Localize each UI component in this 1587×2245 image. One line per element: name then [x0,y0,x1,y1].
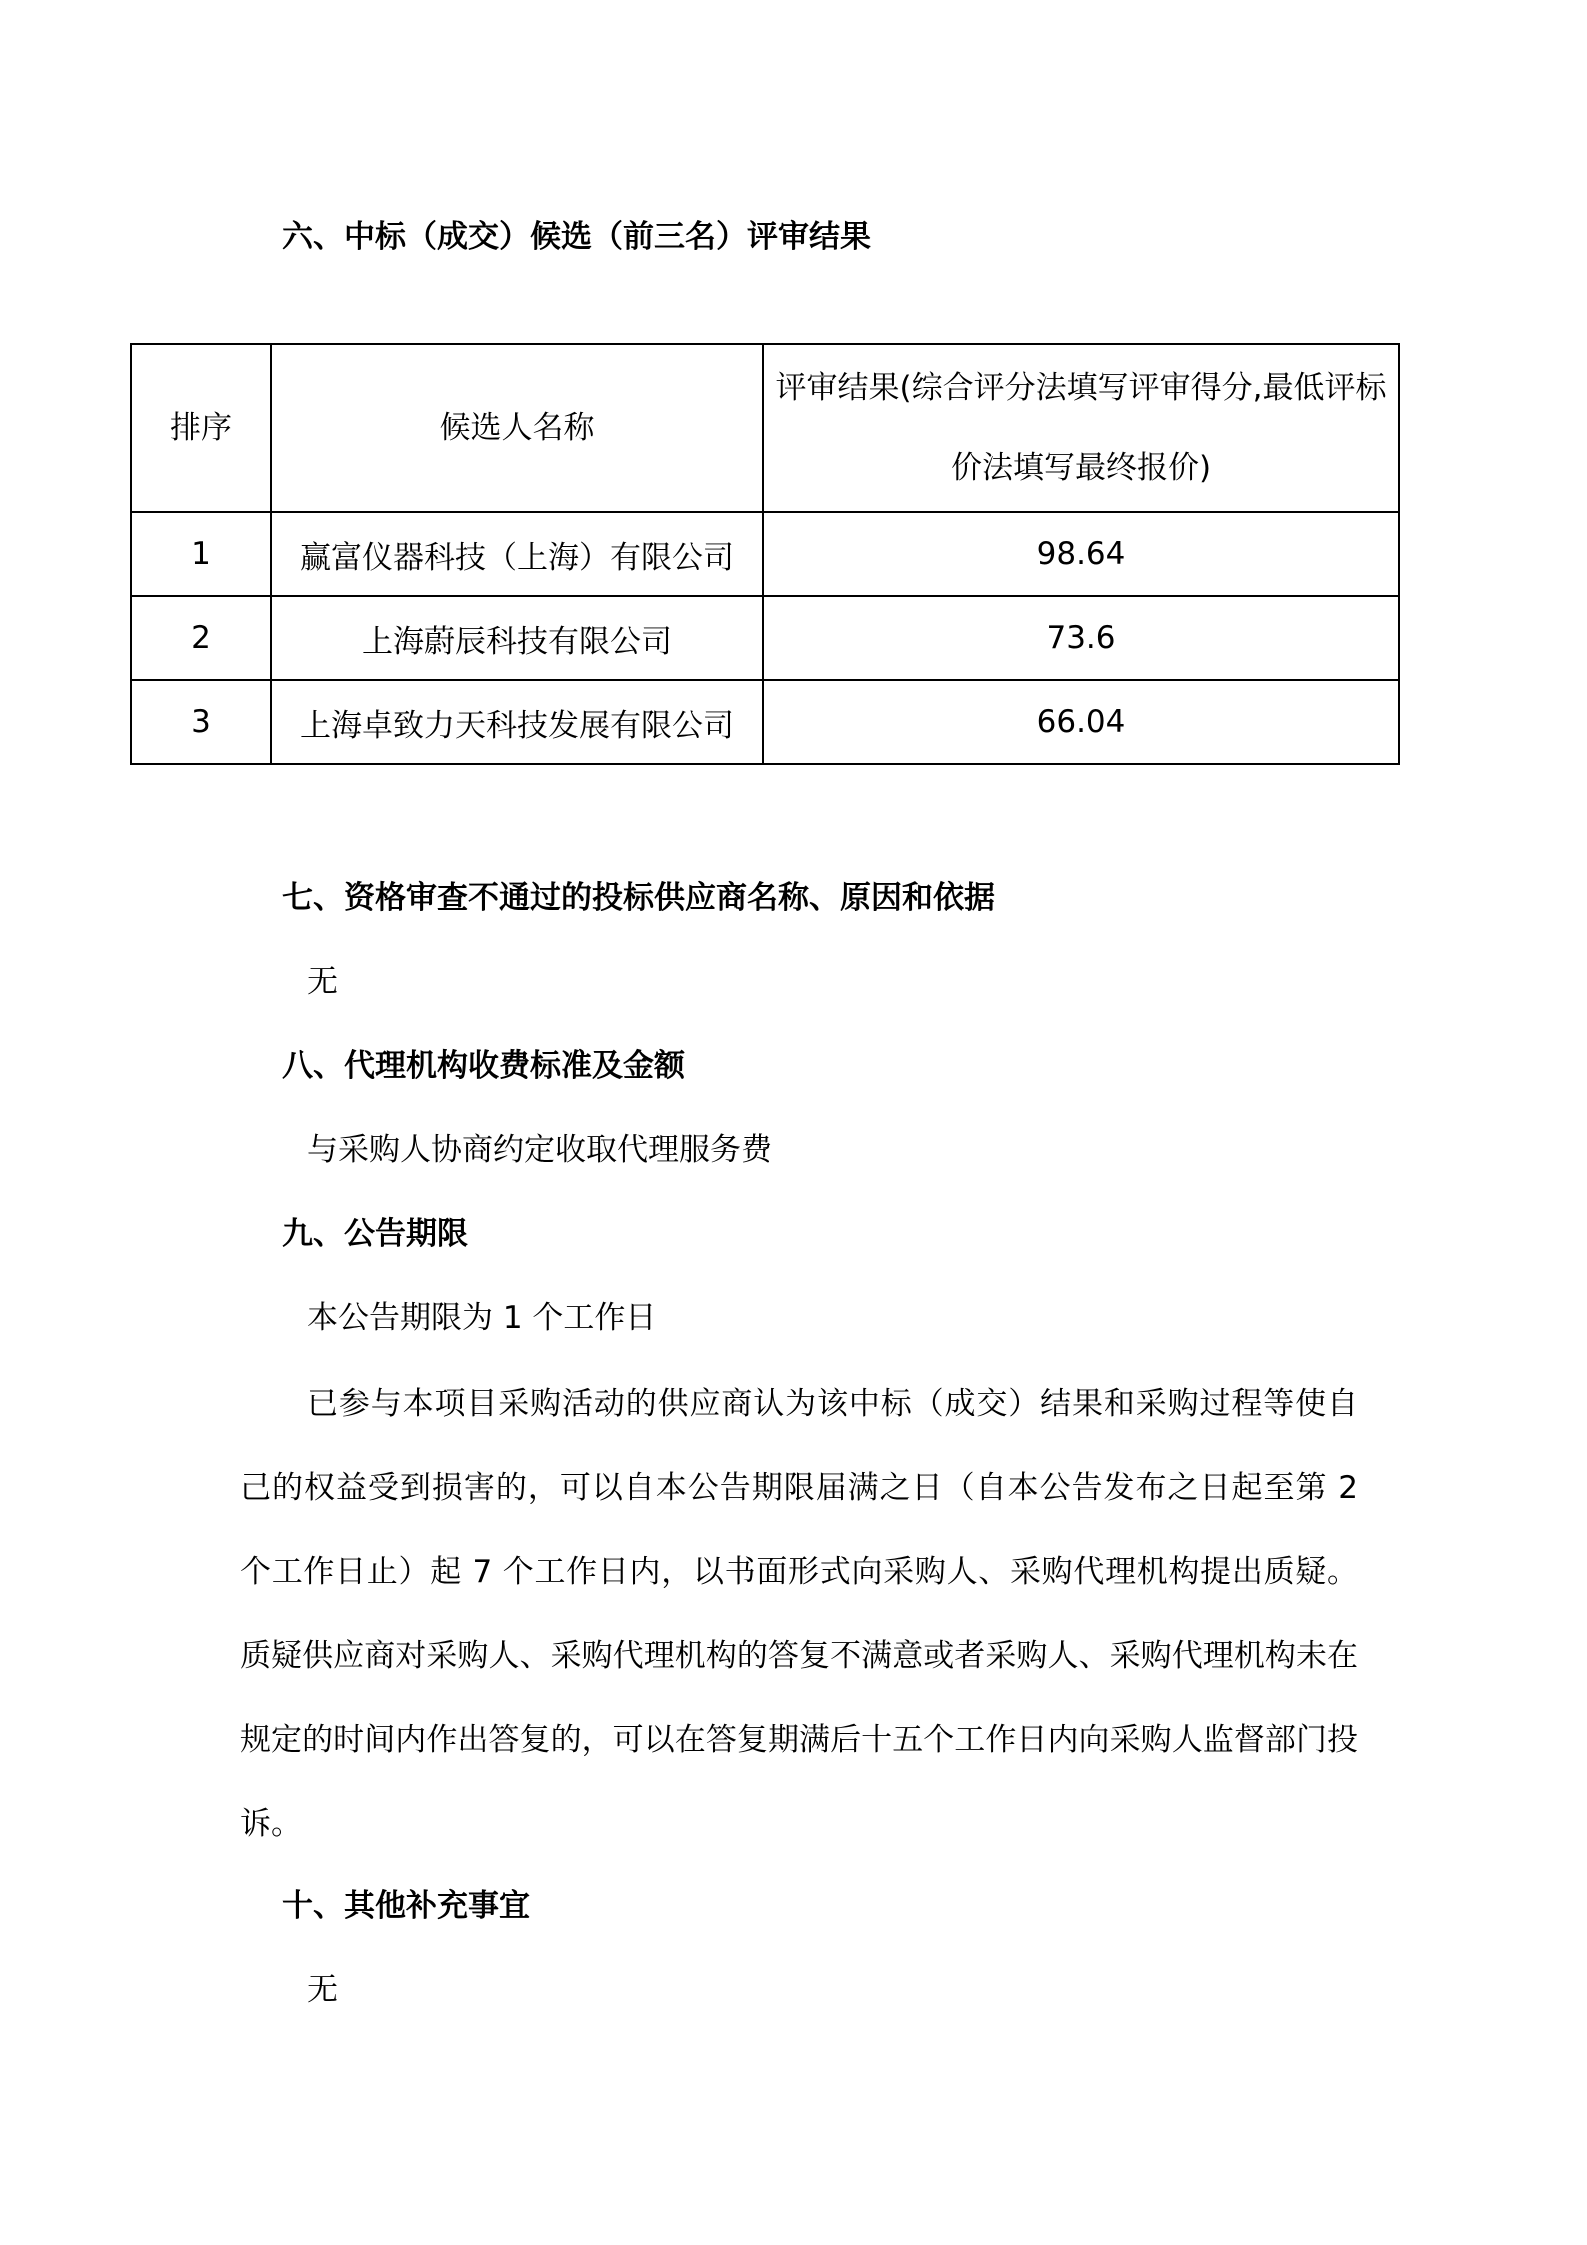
cell-candidate-name: 上海卓致力天科技发展有限公司 [271,680,763,764]
cell-rank: 2 [131,596,271,680]
table-row [131,512,1399,596]
header-rank: 排序 [131,344,271,512]
complaint-notice-paragraph: 已参与本项目采购活动的供应商认为该中标（成交）结果和采购过程等使自己的权益受到损害的，可以自本公告期限届满之日（自本公告发布之日起至第 2 个工作日止）起 7 个工作日内，以书面形式向采购人、采购代理机构提出质疑。质疑供应商对采购人、采购代理机构的答复不满意或者采购人、采购代理机构未在规定的时间内作出答复的，可以在答复期满后十五个工作日内向采购人监督部门投诉。 [240,1386,1358,1842]
cell-result: 98.64 [763,512,1399,596]
cell-result: 66.04 [763,680,1399,764]
section7-body: 无 [307,964,338,1000]
table-header-row [131,344,1399,512]
section8-heading: 八、代理机构收费标准及金额 [282,1048,685,1084]
header-evaluation-result: 评审结果(综合评分法填写评审得分,最低评标价法填写最终报价) [763,344,1399,512]
cell-candidate-name: 上海蔚辰科技有限公司 [271,596,763,680]
section6-heading: 六、中标（成交）候选（前三名）评审结果 [282,219,871,255]
cell-result: 73.6 [763,596,1399,680]
table-row [131,596,1399,680]
cell-rank: 1 [131,512,271,596]
table-row [131,680,1399,764]
cell-rank: 3 [131,680,271,764]
section9-heading: 九、公告期限 [282,1216,468,1252]
section7-heading: 七、资格审查不通过的投标供应商名称、原因和依据 [282,880,995,916]
section10-heading: 十、其他补充事宜 [282,1888,530,1924]
section9-body: 本公告期限为 1 个工作日 [307,1300,657,1336]
evaluation-result-table [130,343,1400,765]
section8-body: 与采购人协商约定收取代理服务费 [307,1132,772,1168]
section10-body: 无 [307,1972,338,2008]
header-candidate-name: 候选人名称 [271,344,763,512]
cell-candidate-name: 赢富仪器科技（上海）有限公司 [271,512,763,596]
